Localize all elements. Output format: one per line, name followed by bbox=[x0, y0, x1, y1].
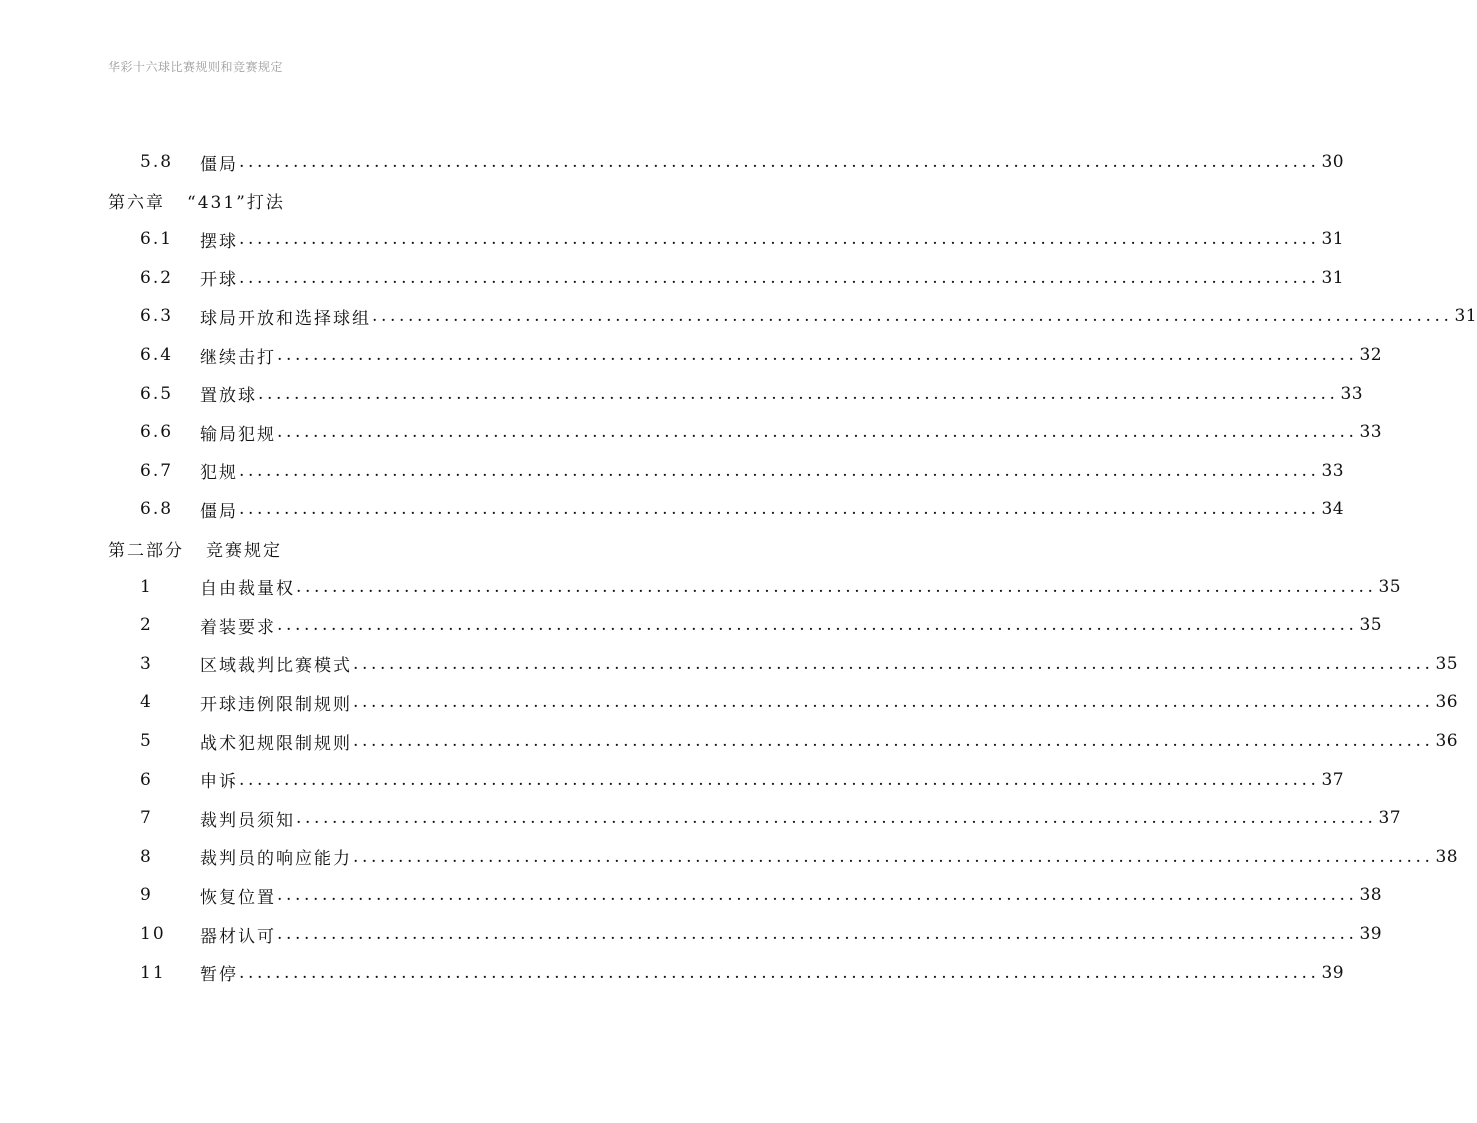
dot-leader: ........................................................................................................................ bbox=[277, 345, 1358, 365]
entry-title: 僵局 bbox=[200, 154, 238, 175]
page-number: 33 bbox=[1321, 460, 1345, 481]
entry-number: 3 bbox=[140, 653, 153, 674]
entry-title: 置放球 bbox=[200, 386, 257, 407]
page-number: 31 bbox=[1454, 306, 1477, 327]
page-number: 33 bbox=[1359, 422, 1383, 443]
dot-leader: ........................................................................................................................ bbox=[277, 924, 1358, 944]
toc-chapter[interactable] bbox=[108, 532, 708, 564]
entry-title: 区域裁判比赛模式 bbox=[200, 656, 352, 677]
toc-entry[interactable] bbox=[140, 455, 1345, 487]
toc-entry[interactable] bbox=[140, 493, 1345, 525]
page-number: 38 bbox=[1359, 885, 1383, 906]
entry-title: 自由裁量权 bbox=[200, 579, 295, 600]
dot-leader: ........................................................................................................................ bbox=[258, 383, 1339, 404]
toc-entry[interactable] bbox=[140, 764, 1345, 796]
dot-leader: ........................................................................................................................ bbox=[239, 460, 1320, 481]
entry-number: 5 bbox=[140, 731, 153, 751]
toc-entry[interactable] bbox=[140, 146, 1345, 178]
entry-title: 开球 bbox=[200, 270, 238, 291]
entry-title: 恢复位置 bbox=[200, 887, 276, 908]
dot-leader: ........................................................................................................................ bbox=[353, 731, 1434, 751]
dot-leader: ........................................................................................................................ bbox=[239, 769, 1320, 790]
entry-number: 6.1 bbox=[140, 229, 174, 250]
page-number: 30 bbox=[1321, 152, 1345, 172]
entry-title: 着装要求 bbox=[200, 617, 276, 638]
page-number: 39 bbox=[1321, 962, 1345, 983]
page-number: 36 bbox=[1435, 731, 1459, 751]
page-number: 37 bbox=[1321, 769, 1345, 790]
entry-number: 6.5 bbox=[140, 383, 174, 404]
entry-title: 器材认可 bbox=[200, 926, 276, 947]
entry-title: 战术犯规限制规则 bbox=[200, 733, 352, 754]
toc-entry[interactable] bbox=[140, 686, 1459, 718]
page-number: 36 bbox=[1435, 692, 1459, 713]
entry-number: 10 bbox=[140, 924, 166, 944]
entry-number: 2 bbox=[140, 615, 153, 636]
dot-leader: ........................................................................................................................ bbox=[277, 422, 1358, 443]
toc-entry[interactable] bbox=[140, 262, 1345, 294]
entry-number: 6.3 bbox=[140, 306, 174, 327]
entry-title: 开球违例限制规则 bbox=[200, 694, 352, 715]
dot-leader: ........................................................................................................................ bbox=[239, 267, 1320, 288]
dot-leader: ........................................................................................................................ bbox=[353, 846, 1434, 867]
entry-number: 4 bbox=[140, 692, 153, 713]
toc-chapter[interactable] bbox=[108, 185, 708, 217]
dot-leader: ........................................................................................................................ bbox=[372, 306, 1453, 327]
entry-number: 6.4 bbox=[140, 345, 174, 365]
entry-title: 摆球 bbox=[200, 231, 238, 252]
dot-leader: ........................................................................................................................ bbox=[239, 962, 1320, 983]
page-number: 39 bbox=[1359, 924, 1383, 944]
entry-title: 球局开放和选择球组 bbox=[200, 308, 371, 329]
entry-title: 继续击打 bbox=[200, 347, 276, 368]
toc-entry[interactable] bbox=[140, 725, 1459, 757]
page-number: 37 bbox=[1378, 808, 1402, 829]
page-number: 31 bbox=[1321, 229, 1345, 250]
entry-title: 暂停 bbox=[200, 965, 238, 986]
entry-number: 6.7 bbox=[140, 460, 174, 481]
toc-entry[interactable] bbox=[140, 416, 1383, 448]
entry-number: 7 bbox=[140, 808, 153, 829]
entry-title: 输局犯规 bbox=[200, 424, 276, 445]
entry-number: 11 bbox=[140, 962, 166, 983]
entry-number: 5.8 bbox=[140, 152, 174, 172]
toc-entry[interactable] bbox=[140, 918, 1383, 950]
dot-leader: ........................................................................................................................ bbox=[277, 885, 1358, 906]
toc-entry[interactable] bbox=[140, 648, 1459, 680]
dot-leader: ........................................................................................................................ bbox=[239, 229, 1320, 250]
entry-number: 9 bbox=[140, 885, 153, 906]
chapter-number: 第二部分 bbox=[108, 540, 184, 561]
toc-entry[interactable] bbox=[140, 378, 1364, 410]
dot-leader: ........................................................................................................................ bbox=[296, 576, 1377, 597]
toc-entry[interactable] bbox=[140, 223, 1345, 255]
toc-entry[interactable] bbox=[140, 609, 1383, 641]
dot-leader: ........................................................................................................................ bbox=[239, 152, 1320, 172]
running-header: 华彩十六球比赛规则和竞赛规定 bbox=[108, 60, 284, 74]
entry-number: 6.6 bbox=[140, 422, 174, 443]
page-number: 32 bbox=[1359, 345, 1383, 365]
toc-entry[interactable] bbox=[140, 571, 1402, 603]
toc-entry[interactable] bbox=[140, 841, 1459, 873]
entry-title: 裁判员须知 bbox=[200, 810, 295, 831]
page-number: 35 bbox=[1378, 576, 1402, 597]
entry-title: 申诉 bbox=[200, 772, 238, 793]
entry-title: 犯规 bbox=[200, 463, 238, 484]
page-number: 35 bbox=[1359, 615, 1383, 636]
dot-leader: ........................................................................................................................ bbox=[353, 692, 1434, 713]
entry-title: 僵局 bbox=[200, 501, 238, 522]
entry-number: 1 bbox=[140, 576, 153, 597]
page-number: 38 bbox=[1435, 846, 1459, 867]
page-number: 31 bbox=[1321, 267, 1345, 288]
entry-number: 6 bbox=[140, 769, 153, 790]
chapter-title: 竞赛规定 bbox=[206, 540, 282, 561]
chapter-number: 第六章 bbox=[108, 193, 165, 214]
toc-entry[interactable] bbox=[140, 300, 1477, 332]
page-number: 33 bbox=[1340, 383, 1364, 404]
page-number: 34 bbox=[1321, 499, 1345, 520]
page-number: 35 bbox=[1435, 653, 1459, 674]
chapter-title: “431”打法 bbox=[187, 193, 285, 214]
toc-entry[interactable] bbox=[140, 879, 1383, 911]
toc-entry[interactable] bbox=[140, 339, 1383, 371]
toc-entry[interactable] bbox=[140, 802, 1402, 834]
toc-entry[interactable] bbox=[140, 957, 1345, 989]
entry-number: 8 bbox=[140, 846, 153, 867]
dot-leader: ........................................................................................................................ bbox=[353, 653, 1434, 674]
entry-number: 6.8 bbox=[140, 499, 174, 520]
dot-leader: ........................................................................................................................ bbox=[239, 499, 1320, 520]
dot-leader: ........................................................................................................................ bbox=[296, 808, 1377, 829]
entry-title: 裁判员的响应能力 bbox=[200, 849, 352, 870]
dot-leader: ........................................................................................................................ bbox=[277, 615, 1358, 636]
entry-number: 6.2 bbox=[140, 267, 174, 288]
